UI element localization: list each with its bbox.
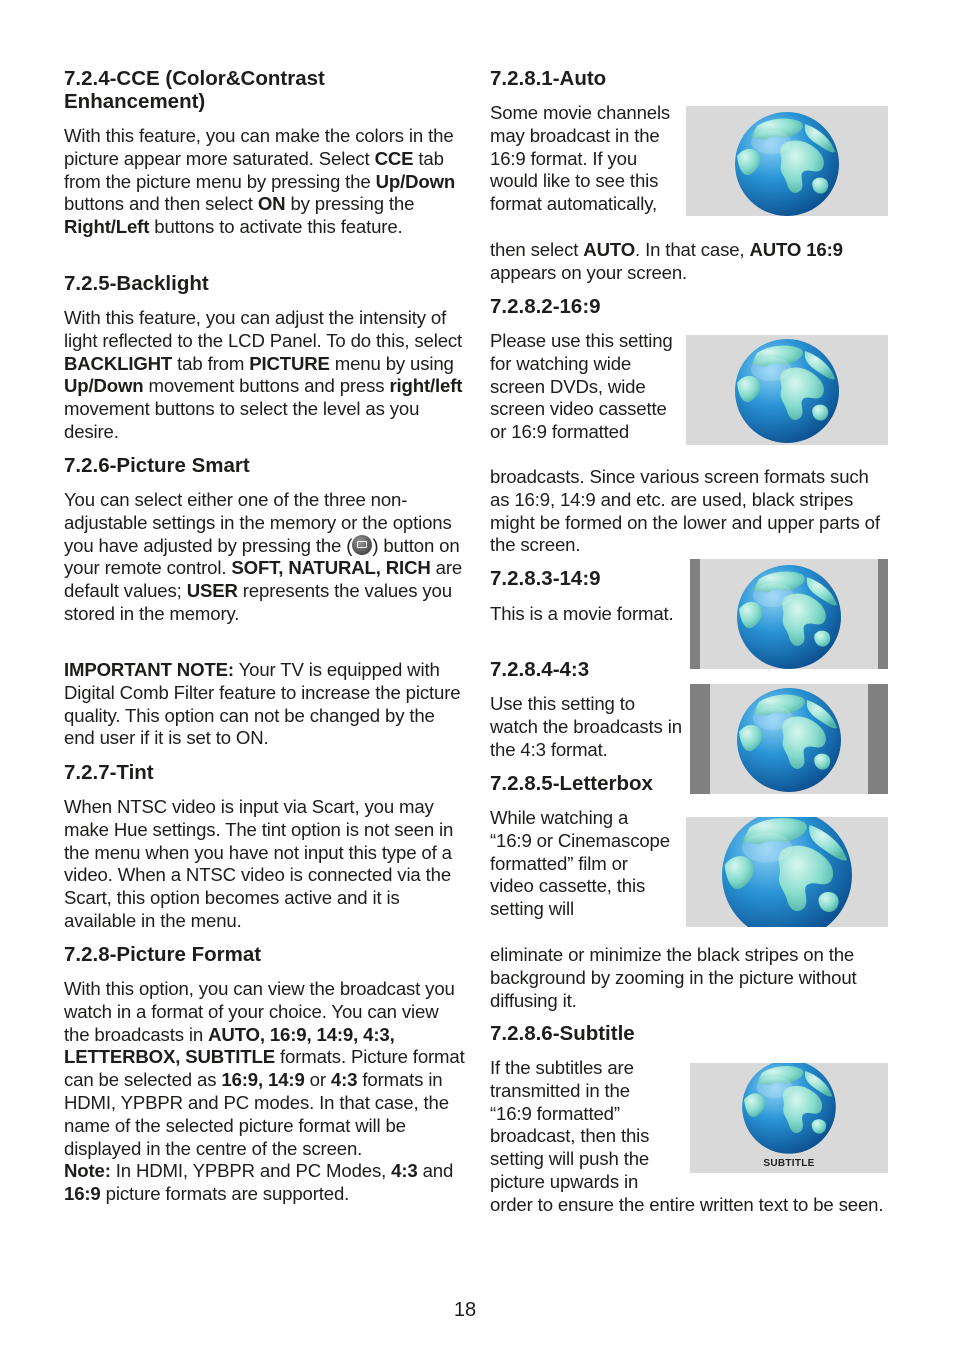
format-16-9-heading: 7.2.8.2-16:9 (490, 295, 601, 318)
format-16-9-body: Please use this setting for watching wide screen DVDs, wide screen video cassette or 16:9 formatted (490, 330, 673, 443)
subtitle-body: If the subtitles are transmitted in the “16:9 formatted” broadcast, then this setting will push the picture upwards in (490, 1057, 650, 1192)
important-note: IMPORTANT NOTE: Your TV is equipped with Digital Comb Filter feature to increase the picture quality. This option can not be changed by the end user if it is set to ON. (64, 659, 461, 749)
format-4-3-heading: 7.2.8.4-4:3 (490, 658, 590, 681)
globe-icon (690, 684, 888, 794)
letterbox-body: While watching a “16:9 or Cinemascope formatted” film or video cassette, this setting will (490, 807, 670, 920)
format-14-9-heading: 7.2.8.3-14:9 (490, 567, 601, 590)
subtitle-image (690, 1063, 888, 1173)
cce-body: With this feature, you can make the colors in the picture appear more saturated. Select CCE tab from the picture menu by pressing the Up/Down buttons and then select ON by pressing the Right/Left buttons to activate this feature. (64, 125, 456, 238)
auto-body: Some movie channels may broadcast in the 16:9 format. If you would like to see this format automatically, (490, 102, 671, 215)
picture-format-body: With this option, you can view the broadcast you watch in a format of your choice. You can view the broadcasts in AUTO, 16:9, 14:9, 4:3, LETTERBOX, SUBTITLE formats. Picture format can be selected as 16:9, 14:9 or 4:3 formats in HDMI, YPBPR and PC modes. In that case, the name of the selected picture format will be displayed in the centre of the screen. Note: In HDMI, YPBPR and PC Modes, 4:3 and 16:9 picture formats are supported. (64, 978, 465, 1205)
format-16-9-image (686, 335, 888, 445)
cce-heading: 7.2.4-CCE (Color&Contrast Enhancement) (64, 67, 325, 113)
auto-format-image (686, 106, 888, 216)
globe-icon (690, 1063, 888, 1173)
auto-body-cont: then select AUTO. In that case, AUTO 16:9 appears on your screen. (490, 239, 843, 283)
subtitle-label: SUBTITLE (763, 1158, 815, 1169)
backlight-body: With this feature, you can adjust the intensity of light reflected to the LCD Panel. To do this, select BACKLIGHT tab from PICTURE menu by using Up/Down movement buttons and press right/left movement buttons to select the level as you desire. (64, 307, 463, 442)
subtitle-heading: 7.2.8.6-Subtitle (490, 1022, 635, 1045)
letterbox-heading: 7.2.8.5-Letterbox (490, 772, 653, 795)
tint-body: When NTSC video is input via Scart, you may make Hue settings. The tint option is not seen in the menu when you have not input this type of a video. When a NTSC video is connected via the Scart, this option becomes active and it is available in the menu. (64, 796, 454, 931)
letterbox-image (686, 817, 888, 927)
picture-mode-button-icon (352, 535, 372, 555)
auto-heading: 7.2.8.1-Auto (490, 67, 607, 90)
globe-icon (686, 106, 888, 216)
globe-icon (690, 559, 888, 669)
page-number: 18 (453, 1299, 477, 1321)
picture-smart-heading: 7.2.6-Picture Smart (64, 454, 250, 477)
format-16-9-body-cont: broadcasts. Since various screen formats such as 16:9, 14:9 and etc. are used, black stripes might be formed on the lower and upper parts of the screen. (490, 466, 880, 556)
globe-icon (686, 817, 888, 927)
globe-icon (686, 335, 888, 445)
picture-format-heading: 7.2.8-Picture Format (64, 943, 262, 966)
format-14-9-image (690, 559, 888, 669)
picture-smart-body: You can select either one of the three non-adjustable settings in the memory or the options you have adjusted by pressing the ( ) button on your remote control. SOFT, NATURAL, RICH are default values; USER represents the values you stored in the memory. (64, 489, 463, 624)
format-4-3-body: Use this setting to watch the broadcasts in the 4:3 format. (490, 693, 682, 760)
format-14-9-body: This is a movie format. (490, 603, 674, 624)
backlight-heading: 7.2.5-Backlight (64, 272, 209, 295)
tint-heading: 7.2.7-Tint (64, 761, 154, 784)
format-4-3-image (690, 684, 888, 794)
subtitle-body-cont: order to ensure the entire written text to be seen. (490, 1194, 884, 1215)
letterbox-body-cont: eliminate or minimize the black stripes on the background by zooming in the picture without diffusing it. (490, 944, 857, 1011)
